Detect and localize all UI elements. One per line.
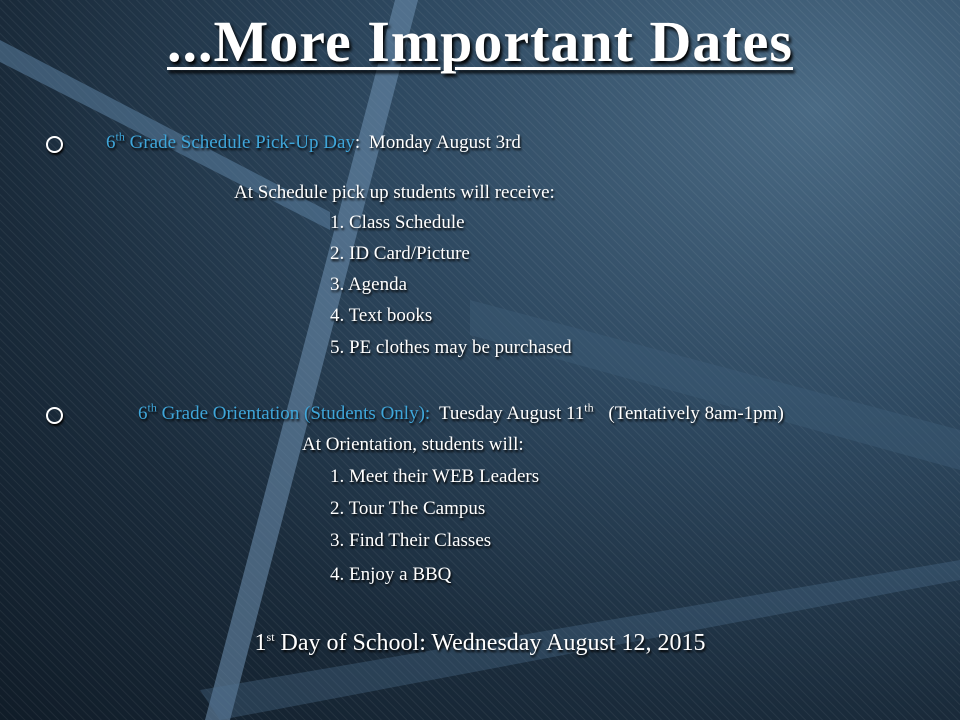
- schedule-pickup-heading: [106, 129, 521, 154]
- list-item: 1. Meet their WEB Leaders: [330, 466, 540, 487]
- orientation-time-note: (Tentatively 8am-1pm): [608, 403, 784, 424]
- pickup-intro: At Schedule pick up students will receive:: [234, 182, 555, 203]
- first-day-of-school: [0, 630, 960, 657]
- footer-number: 1: [254, 630, 267, 656]
- list-item: 4. Enjoy a BBQ: [330, 564, 452, 585]
- orientation-heading: [138, 400, 784, 425]
- heading-number: 6: [106, 132, 116, 153]
- heading-sup: th: [147, 400, 157, 415]
- list-item: 2. ID Card/Picture: [330, 243, 470, 264]
- bullet-icon: [46, 407, 63, 424]
- list-item: 3. Find Their Classes: [330, 530, 492, 551]
- heading-text: Grade Orientation (Students Only): [156, 403, 425, 424]
- date-sup: th: [584, 400, 594, 415]
- pickup-date: Monday August 3rd: [368, 132, 521, 153]
- orientation-date: Tuesday August 11: [438, 403, 585, 424]
- separator: :: [354, 132, 361, 153]
- orientation-intro: At Orientation, students will:: [302, 434, 524, 455]
- list-item: 3. Agenda: [330, 274, 408, 295]
- footer-sup: st: [266, 630, 275, 644]
- list-item: 1. Class Schedule: [330, 212, 465, 233]
- list-item: 4. Text books: [330, 305, 433, 326]
- separator: :: [424, 403, 431, 424]
- list-item: 5. PE clothes may be purchased: [330, 337, 572, 358]
- bullet-icon: [46, 136, 63, 153]
- heading-text: Grade Schedule Pick-Up Day: [124, 132, 355, 153]
- footer-text: Day of School: Wednesday August 12, 2015: [274, 630, 706, 656]
- list-item: 2. Tour The Campus: [330, 498, 486, 519]
- heading-number: 6: [138, 403, 148, 424]
- heading-sup: th: [115, 129, 125, 144]
- page-title: ...More Important Dates: [167, 9, 793, 74]
